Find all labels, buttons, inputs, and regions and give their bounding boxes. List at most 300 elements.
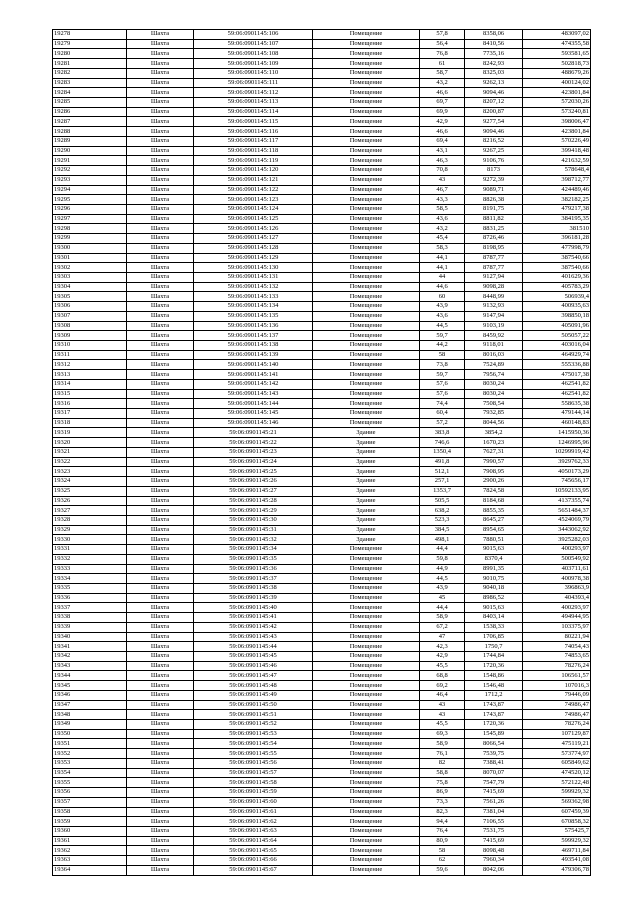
cadastral-value-cell: 599929,32: [523, 836, 591, 846]
row-number-cell: 19346: [53, 690, 127, 700]
locality-cell: Шахта: [127, 622, 194, 632]
object-type-cell: Помещение: [313, 661, 420, 671]
unit-value-cell: 8016,03: [465, 350, 523, 360]
row-number-cell: 19336: [53, 593, 127, 603]
row-number-cell: 19335: [53, 583, 127, 593]
area-cell: 46,3: [420, 156, 465, 166]
cadastral-value-cell: 424489,46: [523, 185, 591, 195]
row-number-cell: 19353: [53, 758, 127, 768]
unit-value-cell: 8370,4: [465, 554, 523, 564]
cadastral-number-cell: 59:06:0901145:47: [194, 671, 313, 681]
row-number-cell: 19315: [53, 389, 127, 399]
cadastral-value-cell: 400978,38: [523, 574, 591, 584]
table-row: [53, 341, 591, 351]
unit-value-cell: 1546,48: [465, 681, 523, 691]
row-number-cell: 19355: [53, 778, 127, 788]
table-row: [53, 865, 591, 875]
table-row: [53, 836, 591, 846]
row-number-cell: 19357: [53, 797, 127, 807]
row-number-cell: 19333: [53, 564, 127, 574]
cadastral-table-sheet: [52, 29, 590, 876]
table-row: [53, 214, 591, 224]
row-number-cell: 19308: [53, 321, 127, 331]
object-type-cell: Здание: [313, 467, 420, 477]
object-type-cell: Помещение: [313, 302, 420, 312]
table-row: [53, 195, 591, 205]
table-row: [53, 68, 591, 78]
object-type-cell: Помещение: [313, 632, 420, 642]
row-number-cell: 19283: [53, 78, 127, 88]
row-number-cell: 19311: [53, 350, 127, 360]
object-type-cell: Помещение: [313, 817, 420, 827]
object-type-cell: Помещение: [313, 282, 420, 292]
table-row: [53, 78, 591, 88]
locality-cell: Шахта: [127, 331, 194, 341]
area-cell: 491,8: [420, 457, 465, 467]
area-cell: 46,6: [420, 127, 465, 137]
table-row: [53, 749, 591, 759]
table-row: [53, 545, 591, 555]
locality-cell: Шахта: [127, 788, 194, 798]
cadastral-number-cell: 59:06:0901145:43: [194, 632, 313, 642]
cadastral-value-cell: 502818,73: [523, 59, 591, 69]
cadastral-number-cell: 59:06:0901145:128: [194, 243, 313, 253]
table-row: [53, 234, 591, 244]
area-cell: 44,2: [420, 341, 465, 351]
locality-cell: Шахта: [127, 457, 194, 467]
cadastral-number-cell: 59:06:0901145:110: [194, 68, 313, 78]
area-cell: 58,7: [420, 68, 465, 78]
cadastral-number-cell: 59:06:0901145:143: [194, 389, 313, 399]
object-type-cell: Помещение: [313, 739, 420, 749]
table-row: [53, 603, 591, 613]
locality-cell: Шахта: [127, 632, 194, 642]
unit-value-cell: 9262,13: [465, 78, 523, 88]
unit-value-cell: 7381,04: [465, 807, 523, 817]
row-number-cell: 19330: [53, 535, 127, 545]
object-type-cell: Помещение: [313, 826, 420, 836]
table-row: [53, 379, 591, 389]
cadastral-number-cell: 59:06:0901145:113: [194, 98, 313, 108]
cadastral-number-cell: 59:06:0901145:131: [194, 272, 313, 282]
cadastral-value-cell: 74986,47: [523, 710, 591, 720]
cadastral-number-cell: 59:06:0901145:40: [194, 603, 313, 613]
locality-cell: Шахта: [127, 690, 194, 700]
row-number-cell: 19306: [53, 302, 127, 312]
table-row: [53, 272, 591, 282]
object-type-cell: Помещение: [313, 360, 420, 370]
locality-cell: Шахта: [127, 389, 194, 399]
locality-cell: Шахта: [127, 292, 194, 302]
table-row: [53, 321, 591, 331]
area-cell: 69,3: [420, 729, 465, 739]
object-type-cell: Помещение: [313, 195, 420, 205]
unit-value-cell: 8459,92: [465, 331, 523, 341]
unit-value-cell: 8726,46: [465, 234, 523, 244]
unit-value-cell: 9147,94: [465, 311, 523, 321]
unit-value-cell: 8855,35: [465, 506, 523, 516]
unit-value-cell: 9098,28: [465, 282, 523, 292]
object-type-cell: Помещение: [313, 700, 420, 710]
unit-value-cell: 7627,31: [465, 447, 523, 457]
area-cell: 44,4: [420, 603, 465, 613]
table-row: [53, 681, 591, 691]
row-number-cell: 19331: [53, 545, 127, 555]
cadastral-number-cell: 59:06:0901145:32: [194, 535, 313, 545]
unit-value-cell: 8787,77: [465, 263, 523, 273]
table-row: [53, 156, 591, 166]
row-number-cell: 19326: [53, 496, 127, 506]
area-cell: 45,5: [420, 720, 465, 730]
unit-value-cell: 9127,94: [465, 272, 523, 282]
cadastral-value-cell: 578648,4: [523, 166, 591, 176]
cadastral-number-cell: 59:06:0901145:132: [194, 282, 313, 292]
table-row: [53, 593, 591, 603]
area-cell: 57,8: [420, 30, 465, 40]
cadastral-number-cell: 59:06:0901145:135: [194, 311, 313, 321]
row-number-cell: 19310: [53, 341, 127, 351]
cadastral-number-cell: 59:06:0901145:35: [194, 554, 313, 564]
locality-cell: Шахта: [127, 49, 194, 59]
cadastral-number-cell: 59:06:0901145:45: [194, 652, 313, 662]
area-cell: 60,4: [420, 409, 465, 419]
unit-value-cell: 9118,01: [465, 341, 523, 351]
unit-value-cell: 8191,75: [465, 204, 523, 214]
area-cell: 68,8: [420, 671, 465, 681]
cadastral-value-cell: 103375,97: [523, 622, 591, 632]
cadastral-number-cell: 59:06:0901145:31: [194, 525, 313, 535]
cadastral-value-cell: 477998,79: [523, 243, 591, 253]
object-type-cell: Помещение: [313, 564, 420, 574]
cadastral-number-cell: 59:06:0901145:50: [194, 700, 313, 710]
cadastral-number-cell: 59:06:0901145:144: [194, 399, 313, 409]
table-row: [53, 331, 591, 341]
table-row: [53, 574, 591, 584]
cadastral-value-cell: 479144,14: [523, 409, 591, 419]
cadastral-number-cell: 59:06:0901145:139: [194, 350, 313, 360]
area-cell: 44: [420, 272, 465, 282]
cadastral-value-cell: 74986,47: [523, 700, 591, 710]
unit-value-cell: 9089,71: [465, 185, 523, 195]
area-cell: 44,1: [420, 253, 465, 263]
unit-value-cell: 9094,46: [465, 127, 523, 137]
locality-cell: Шахта: [127, 379, 194, 389]
cadastral-value-cell: 575425,7: [523, 826, 591, 836]
table-row: [53, 486, 591, 496]
cadastral-number-cell: 59:06:0901145:123: [194, 195, 313, 205]
unit-value-cell: 7547,79: [465, 778, 523, 788]
unit-value-cell: 7960,34: [465, 856, 523, 866]
locality-cell: Шахта: [127, 846, 194, 856]
object-type-cell: Помещение: [313, 146, 420, 156]
object-type-cell: Помещение: [313, 88, 420, 98]
table-row: [53, 30, 591, 40]
locality-cell: Шахта: [127, 263, 194, 273]
cadastral-number-cell: 59:06:0901145:34: [194, 545, 313, 555]
cadastral-value-cell: 505057,22: [523, 331, 591, 341]
unit-value-cell: 1548,86: [465, 671, 523, 681]
cadastral-value-cell: 80221,94: [523, 632, 591, 642]
cadastral-value-cell: 382182,25: [523, 195, 591, 205]
unit-value-cell: 1743,87: [465, 710, 523, 720]
cadastral-value-cell: 464929,74: [523, 350, 591, 360]
locality-cell: Шахта: [127, 360, 194, 370]
unit-value-cell: 8325,03: [465, 68, 523, 78]
cadastral-number-cell: 59:06:0901145:61: [194, 807, 313, 817]
cadastral-valuation-table: [52, 29, 591, 876]
unit-value-cell: 8184,68: [465, 496, 523, 506]
object-type-cell: Помещение: [313, 214, 420, 224]
table-row: [53, 243, 591, 253]
locality-cell: Шахта: [127, 652, 194, 662]
locality-cell: Шахта: [127, 195, 194, 205]
locality-cell: Шахта: [127, 127, 194, 137]
area-cell: 59,7: [420, 370, 465, 380]
unit-value-cell: 8066,54: [465, 739, 523, 749]
table-row: [53, 671, 591, 681]
row-number-cell: 19300: [53, 243, 127, 253]
object-type-cell: Помещение: [313, 642, 420, 652]
area-cell: 61: [420, 59, 465, 69]
row-number-cell: 19317: [53, 409, 127, 419]
table-row: [53, 739, 591, 749]
table-row: [53, 856, 591, 866]
object-type-cell: Помещение: [313, 681, 420, 691]
cadastral-value-cell: 4524069,79: [523, 515, 591, 525]
object-type-cell: Помещение: [313, 78, 420, 88]
cadastral-value-cell: 74054,43: [523, 642, 591, 652]
table-row: [53, 700, 591, 710]
locality-cell: Шахта: [127, 554, 194, 564]
cadastral-number-cell: 59:06:0901145:42: [194, 622, 313, 632]
locality-cell: Шахта: [127, 574, 194, 584]
cadastral-number-cell: 59:06:0901145:59: [194, 788, 313, 798]
area-cell: 46,4: [420, 690, 465, 700]
locality-cell: Шахта: [127, 613, 194, 623]
object-type-cell: Помещение: [313, 30, 420, 40]
object-type-cell: Помещение: [313, 370, 420, 380]
row-number-cell: 19279: [53, 39, 127, 49]
locality-cell: Шахта: [127, 720, 194, 730]
object-type-cell: Здание: [313, 477, 420, 487]
locality-cell: Шахта: [127, 68, 194, 78]
row-number-cell: 19280: [53, 49, 127, 59]
row-number-cell: 19325: [53, 486, 127, 496]
row-number-cell: 19287: [53, 117, 127, 127]
locality-cell: Шахта: [127, 30, 194, 40]
area-cell: 75,8: [420, 778, 465, 788]
object-type-cell: Помещение: [313, 321, 420, 331]
cadastral-value-cell: 107129,87: [523, 729, 591, 739]
object-type-cell: Помещение: [313, 204, 420, 214]
object-type-cell: Помещение: [313, 593, 420, 603]
cadastral-value-cell: 500549,92: [523, 554, 591, 564]
area-cell: 46,6: [420, 88, 465, 98]
unit-value-cell: 1720,36: [465, 720, 523, 730]
cadastral-value-cell: 475017,38: [523, 370, 591, 380]
cadastral-number-cell: 59:06:0901145:118: [194, 146, 313, 156]
table-row: [53, 788, 591, 798]
area-cell: 45,4: [420, 234, 465, 244]
cadastral-value-cell: 403711,61: [523, 564, 591, 574]
area-cell: 47: [420, 632, 465, 642]
cadastral-number-cell: 59:06:0901145:36: [194, 564, 313, 574]
locality-cell: Шахта: [127, 438, 194, 448]
unit-value-cell: 7908,95: [465, 467, 523, 477]
cadastral-value-cell: 4137355,74: [523, 496, 591, 506]
unit-value-cell: 7880,51: [465, 535, 523, 545]
area-cell: 43,1: [420, 146, 465, 156]
locality-cell: Шахта: [127, 156, 194, 166]
locality-cell: Шахта: [127, 836, 194, 846]
area-cell: 43,3: [420, 195, 465, 205]
unit-value-cell: 9267,25: [465, 146, 523, 156]
locality-cell: Шахта: [127, 117, 194, 127]
table-row: [53, 797, 591, 807]
table-row: [53, 428, 591, 438]
row-number-cell: 19344: [53, 671, 127, 681]
table-row: [53, 729, 591, 739]
cadastral-value-cell: 79446,09: [523, 690, 591, 700]
unit-value-cell: 8030,24: [465, 389, 523, 399]
cadastral-value-cell: 469711,84: [523, 846, 591, 856]
unit-value-cell: 7508,54: [465, 399, 523, 409]
object-type-cell: Помещение: [313, 768, 420, 778]
area-cell: 80,9: [420, 836, 465, 846]
area-cell: 43,9: [420, 583, 465, 593]
object-type-cell: Помещение: [313, 554, 420, 564]
area-cell: 69,4: [420, 136, 465, 146]
row-number-cell: 19296: [53, 204, 127, 214]
locality-cell: Шахта: [127, 107, 194, 117]
unit-value-cell: 9277,54: [465, 117, 523, 127]
locality-cell: Шахта: [127, 739, 194, 749]
area-cell: 43,2: [420, 78, 465, 88]
table-body: [53, 30, 591, 876]
cadastral-value-cell: 106561,57: [523, 671, 591, 681]
cadastral-value-cell: 569362,98: [523, 797, 591, 807]
cadastral-number-cell: 59:06:0901145:137: [194, 331, 313, 341]
table-row: [53, 583, 591, 593]
row-number-cell: 19328: [53, 515, 127, 525]
locality-cell: Шахта: [127, 224, 194, 234]
unit-value-cell: 8207,12: [465, 98, 523, 108]
object-type-cell: Помещение: [313, 98, 420, 108]
locality-cell: Шахта: [127, 797, 194, 807]
object-type-cell: Помещение: [313, 788, 420, 798]
table-row: [53, 224, 591, 234]
row-number-cell: 19350: [53, 729, 127, 739]
row-number-cell: 19314: [53, 379, 127, 389]
unit-value-cell: 8986,52: [465, 593, 523, 603]
area-cell: 498,1: [420, 535, 465, 545]
object-type-cell: Здание: [313, 438, 420, 448]
unit-value-cell: 8070,07: [465, 768, 523, 778]
row-number-cell: 19363: [53, 856, 127, 866]
locality-cell: Шахта: [127, 681, 194, 691]
object-type-cell: Помещение: [313, 720, 420, 730]
unit-value-cell: 9106,76: [465, 156, 523, 166]
object-type-cell: Помещение: [313, 622, 420, 632]
cadastral-number-cell: 59:06:0901145:63: [194, 826, 313, 836]
unit-value-cell: 8173: [465, 166, 523, 176]
area-cell: 76,8: [420, 49, 465, 59]
unit-value-cell: 7956,74: [465, 370, 523, 380]
locality-cell: Шахта: [127, 282, 194, 292]
cadastral-number-cell: 59:06:0901145:49: [194, 690, 313, 700]
cadastral-value-cell: 493541,08: [523, 856, 591, 866]
cadastral-value-cell: 421632,59: [523, 156, 591, 166]
cadastral-number-cell: 59:06:0901145:107: [194, 39, 313, 49]
area-cell: 512,1: [420, 467, 465, 477]
cadastral-value-cell: 3443062,92: [523, 525, 591, 535]
locality-cell: Шахта: [127, 865, 194, 875]
area-cell: 44,5: [420, 321, 465, 331]
locality-cell: Шахта: [127, 545, 194, 555]
object-type-cell: Помещение: [313, 175, 420, 185]
row-number-cell: 19307: [53, 311, 127, 321]
row-number-cell: 19329: [53, 525, 127, 535]
cadastral-value-cell: 423801,84: [523, 88, 591, 98]
object-type-cell: Помещение: [313, 272, 420, 282]
unit-value-cell: 9015,63: [465, 545, 523, 555]
object-type-cell: Помещение: [313, 253, 420, 263]
locality-cell: Шахта: [127, 817, 194, 827]
table-row: [53, 302, 591, 312]
locality-cell: Шахта: [127, 525, 194, 535]
row-number-cell: 19303: [53, 272, 127, 282]
unit-value-cell: 1545,89: [465, 729, 523, 739]
area-cell: 384,5: [420, 525, 465, 535]
table-row: [53, 399, 591, 409]
locality-cell: Шахта: [127, 856, 194, 866]
object-type-cell: Помещение: [313, 389, 420, 399]
table-row: [53, 311, 591, 321]
object-type-cell: Помещение: [313, 613, 420, 623]
object-type-cell: Помещение: [313, 778, 420, 788]
locality-cell: Шахта: [127, 758, 194, 768]
area-cell: 58,5: [420, 204, 465, 214]
cadastral-value-cell: 423801,84: [523, 127, 591, 137]
cadastral-number-cell: 59:06:0901145:124: [194, 204, 313, 214]
cadastral-value-cell: 462541,82: [523, 379, 591, 389]
object-type-cell: Помещение: [313, 758, 420, 768]
cadastral-number-cell: 59:06:0901145:44: [194, 642, 313, 652]
table-row: [53, 389, 591, 399]
table-row: [53, 88, 591, 98]
unit-value-cell: 8826,38: [465, 195, 523, 205]
area-cell: 69,2: [420, 681, 465, 691]
row-number-cell: 19351: [53, 739, 127, 749]
locality-cell: Шахта: [127, 729, 194, 739]
table-row: [53, 846, 591, 856]
locality-cell: Шахта: [127, 593, 194, 603]
object-type-cell: Здание: [313, 496, 420, 506]
area-cell: 70,8: [420, 166, 465, 176]
cadastral-value-cell: 387540,66: [523, 263, 591, 273]
unit-value-cell: 1743,87: [465, 700, 523, 710]
cadastral-number-cell: 59:06:0901145:51: [194, 710, 313, 720]
table-row: [53, 418, 591, 428]
locality-cell: Шахта: [127, 341, 194, 351]
area-cell: 58,3: [420, 243, 465, 253]
table-row: [53, 652, 591, 662]
area-cell: 43: [420, 700, 465, 710]
object-type-cell: Помещение: [313, 243, 420, 253]
object-type-cell: Помещение: [313, 49, 420, 59]
object-type-cell: Помещение: [313, 127, 420, 137]
row-number-cell: 19313: [53, 370, 127, 380]
